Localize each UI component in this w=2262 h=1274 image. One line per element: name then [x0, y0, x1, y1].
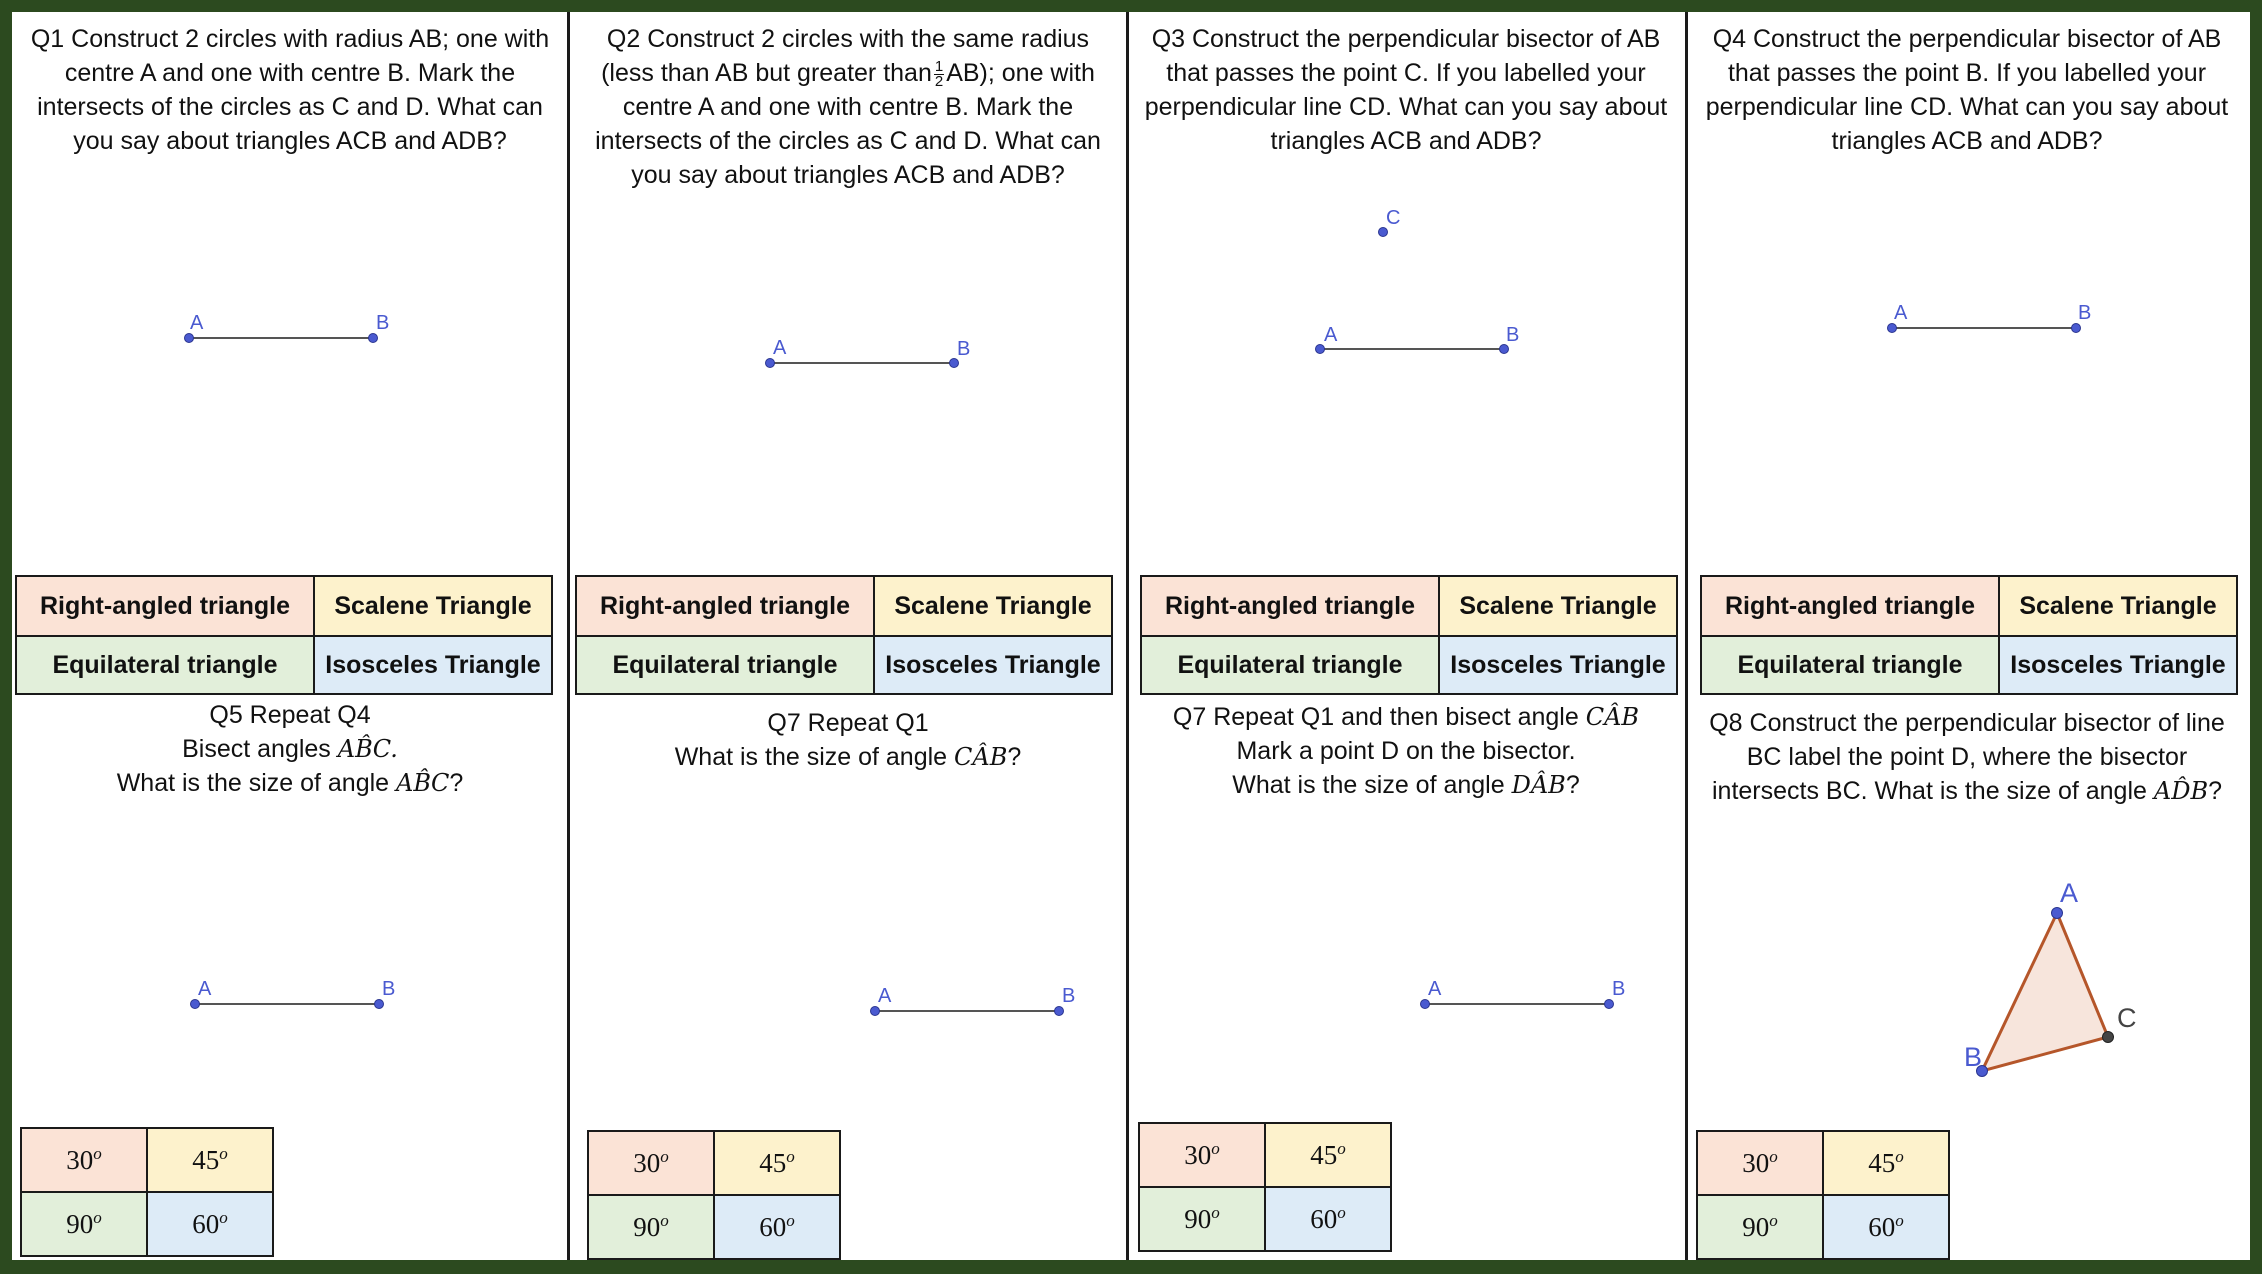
q3-triangle-options: [1140, 575, 1678, 695]
q4-text: Q4 Construct the perpendicular bisector of AB that passes the point B. If you labelled your perpendicular line CD. What can you say about triangles ACB and ADB?: [1705, 25, 2229, 155]
q5-line1: Q5 Repeat Q4: [209, 701, 371, 729]
q1-triangle-options: [15, 575, 553, 695]
q2-rest: centre A and one with centre B. Mark the intersects of the circles as C and D. What can you say about triangles ACB and ADB?: [595, 93, 1101, 189]
q4-segment-ab: [1892, 327, 2076, 329]
q7-angle-options: [1138, 1122, 1392, 1252]
option-equilateral[interactable]: Equilateral triangle: [1701, 636, 1999, 694]
q1-segment-ab: [189, 337, 373, 339]
column-divider: [1685, 12, 1688, 1260]
degree-mark: o: [1211, 1139, 1220, 1158]
q7-line3-text: What is the size of angle: [1232, 771, 1505, 799]
option-30-value: 30: [1742, 1148, 1770, 1178]
degree-mark: o: [1895, 1147, 1904, 1166]
q8-label-b: B: [1964, 1042, 1983, 1072]
q8-triangle-shape: [1982, 913, 2108, 1071]
option-scalene[interactable]: Scalene Triangle: [874, 576, 1112, 636]
option-60-value: 60: [1310, 1204, 1338, 1234]
q8-label-c: C: [2117, 1003, 2137, 1033]
column-divider: [1126, 12, 1129, 1260]
option-45[interactable]: [1265, 1123, 1391, 1187]
option-60-value: 60: [1868, 1212, 1896, 1242]
option-60-value: 60: [759, 1212, 787, 1242]
q3-segment-ab: [1320, 348, 1504, 350]
q7-line3: [1134, 768, 1678, 802]
q6-line2: [577, 740, 1119, 774]
degree-mark: o: [1337, 1203, 1346, 1222]
degree-mark: o: [1769, 1211, 1778, 1230]
q5-line3-text: What is the size of angle: [116, 769, 390, 797]
q2-triangle-options: [575, 575, 1113, 695]
degree-mark: o: [786, 1147, 795, 1166]
q5-angle-abc: AB̂C.: [337, 735, 398, 763]
q6-label-b: B: [1062, 985, 1076, 1007]
option-90-value: 90: [1184, 1204, 1212, 1234]
q5-line3-end: ?: [449, 769, 464, 797]
q5-line2: [20, 732, 560, 766]
q2-fraction: [934, 57, 944, 90]
q2-line1: Q2 Construct 2 circles with the same radius: [606, 25, 1090, 53]
q1-label-b: B: [376, 312, 390, 334]
option-60[interactable]: [1823, 1195, 1949, 1259]
option-60-value: 60: [192, 1209, 220, 1239]
q7-line1: [1134, 700, 1678, 734]
q5-angle-abc-2: AB̂C: [396, 769, 450, 797]
option-90[interactable]: [1139, 1187, 1265, 1251]
q2-line2: [577, 56, 1119, 90]
q7-label-a: A: [1428, 978, 1442, 1000]
q6-line2-end: ?: [1007, 743, 1022, 771]
option-30-value: 30: [66, 1145, 94, 1175]
q2-fraction-den: 2: [934, 72, 944, 90]
q4-triangle-options: [1700, 575, 2238, 695]
q8-angle-options: [1696, 1130, 1950, 1260]
q7-segment-ab: [1425, 1003, 1609, 1005]
q7-line1-text: Q7 Repeat Q1 and then bisect angle: [1172, 703, 1579, 731]
q8-triangle-abc: [1962, 872, 2222, 1082]
q3-text: Q3 Construct the perpendicular bisector of AB that passes the point C. If you labelled your perpendicular line CD. What can you say about triangles ACB and ADB?: [1144, 25, 1668, 155]
q1-label-a: A: [190, 312, 204, 334]
q5-segment-ab: [195, 1003, 379, 1005]
q7-label-b: B: [1612, 978, 1626, 1000]
option-45-value: 45: [1310, 1140, 1338, 1170]
q4-label-b: B: [2078, 302, 2092, 324]
option-45-value: 45: [192, 1145, 220, 1175]
q6-segment-ab: [875, 1010, 1059, 1012]
option-45[interactable]: [1823, 1131, 1949, 1195]
q5-line3: [20, 766, 560, 800]
q8-text: [1692, 706, 2242, 808]
option-45-value: 45: [1868, 1148, 1896, 1178]
option-equilateral[interactable]: Equilateral triangle: [576, 636, 874, 694]
degree-mark: o: [93, 1208, 102, 1227]
option-45[interactable]: [147, 1128, 273, 1192]
degree-mark: o: [660, 1211, 669, 1230]
q8-text-body: Q8 Construct the perpendicular bisector of line BC label the point D, where the bisector intersects BC. What is the size of angle: [1709, 709, 2225, 805]
option-30-value: 30: [633, 1148, 661, 1178]
column-divider: [567, 12, 570, 1260]
worksheet: [12, 12, 2250, 1260]
q7-text: [1134, 700, 1678, 802]
option-equilateral[interactable]: Equilateral triangle: [16, 636, 314, 694]
option-90-value: 90: [633, 1212, 661, 1242]
q2-label-b: B: [957, 338, 971, 360]
q2-label-a: A: [773, 337, 787, 359]
option-30[interactable]: [588, 1131, 714, 1195]
q8-label-a: A: [2060, 878, 2079, 908]
option-30-value: 30: [1184, 1140, 1212, 1170]
option-60[interactable]: [714, 1195, 840, 1259]
option-right-angled[interactable]: Right-angled triangle: [16, 576, 314, 636]
q6-label-a: A: [878, 985, 892, 1007]
q2-line2-after: AB); one with: [946, 59, 1095, 87]
option-90[interactable]: [588, 1195, 714, 1259]
q8-point-a[interactable]: [2052, 908, 2063, 919]
degree-mark: o: [786, 1211, 795, 1230]
option-45[interactable]: [714, 1131, 840, 1195]
q5-label-b: B: [382, 978, 396, 1000]
option-90[interactable]: [21, 1192, 147, 1256]
q7-angle-cab: CÂB: [1585, 703, 1640, 731]
q5-line2-text: Bisect angles: [182, 735, 331, 763]
degree-mark: o: [660, 1147, 669, 1166]
degree-mark: o: [1337, 1139, 1346, 1158]
q2-fraction-num: 1: [934, 57, 944, 75]
q7-line3-end: ?: [1565, 771, 1580, 799]
q6-line1: Q7 Repeat Q1: [767, 709, 929, 737]
option-right-angled[interactable]: Right-angled triangle: [1141, 576, 1439, 636]
q6-line2-text: What is the size of angle: [674, 743, 948, 771]
option-scalene[interactable]: Scalene Triangle: [314, 576, 552, 636]
q3-label-a: A: [1324, 324, 1338, 346]
q7-angle-dab: DÂB: [1511, 771, 1566, 799]
q3-label-c: C: [1386, 207, 1401, 229]
q2-line2-before: (less than AB but greater than: [601, 59, 932, 87]
degree-mark: o: [219, 1208, 228, 1227]
q3-label-b: B: [1506, 324, 1520, 346]
degree-mark: o: [219, 1144, 228, 1163]
degree-mark: o: [1769, 1147, 1778, 1166]
q1-text: Q1 Construct 2 circles with radius AB; one with centre A and one with centre B. Mark the intersects of the circles as C and D. What can you say about triangles ACB and ADB?: [30, 25, 550, 155]
option-90[interactable]: [1697, 1195, 1823, 1259]
q8-point-c[interactable]: [2103, 1032, 2114, 1043]
option-60[interactable]: [147, 1192, 273, 1256]
q2-segment-ab: [770, 362, 954, 364]
degree-mark: o: [1211, 1203, 1220, 1222]
q8-angle-adb: AD̂B: [2153, 777, 2209, 805]
q6-angle-options: [587, 1130, 841, 1260]
q7-line2: Mark a point D on the bisector.: [1236, 737, 1576, 765]
option-30[interactable]: [21, 1128, 147, 1192]
q5-angle-options: [20, 1127, 274, 1257]
option-isosceles[interactable]: Isosceles Triangle: [874, 636, 1112, 694]
option-right-angled[interactable]: Right-angled triangle: [1701, 576, 1999, 636]
option-right-angled[interactable]: Right-angled triangle: [576, 576, 874, 636]
q6-angle-cab: CÂB: [954, 743, 1008, 771]
q6-text: [577, 706, 1119, 774]
option-isosceles[interactable]: Isosceles Triangle: [1439, 636, 1677, 694]
option-30[interactable]: [1139, 1123, 1265, 1187]
degree-mark: o: [93, 1144, 102, 1163]
q5-label-a: A: [198, 978, 212, 1000]
option-equilateral[interactable]: Equilateral triangle: [1141, 636, 1439, 694]
q5-text: [20, 698, 560, 800]
option-90-value: 90: [1742, 1212, 1770, 1242]
option-45-value: 45: [759, 1148, 787, 1178]
q4-label-a: A: [1894, 302, 1908, 324]
option-isosceles[interactable]: Isosceles Triangle: [314, 636, 552, 694]
option-90-value: 90: [66, 1209, 94, 1239]
option-scalene[interactable]: Scalene Triangle: [1439, 576, 1677, 636]
q2-text: [577, 22, 1119, 192]
degree-mark: o: [1895, 1211, 1904, 1230]
option-60[interactable]: [1265, 1187, 1391, 1251]
option-scalene[interactable]: Scalene Triangle: [1999, 576, 2237, 636]
q8-text-end: ?: [2208, 777, 2222, 805]
option-isosceles[interactable]: Isosceles Triangle: [1999, 636, 2237, 694]
option-30[interactable]: [1697, 1131, 1823, 1195]
